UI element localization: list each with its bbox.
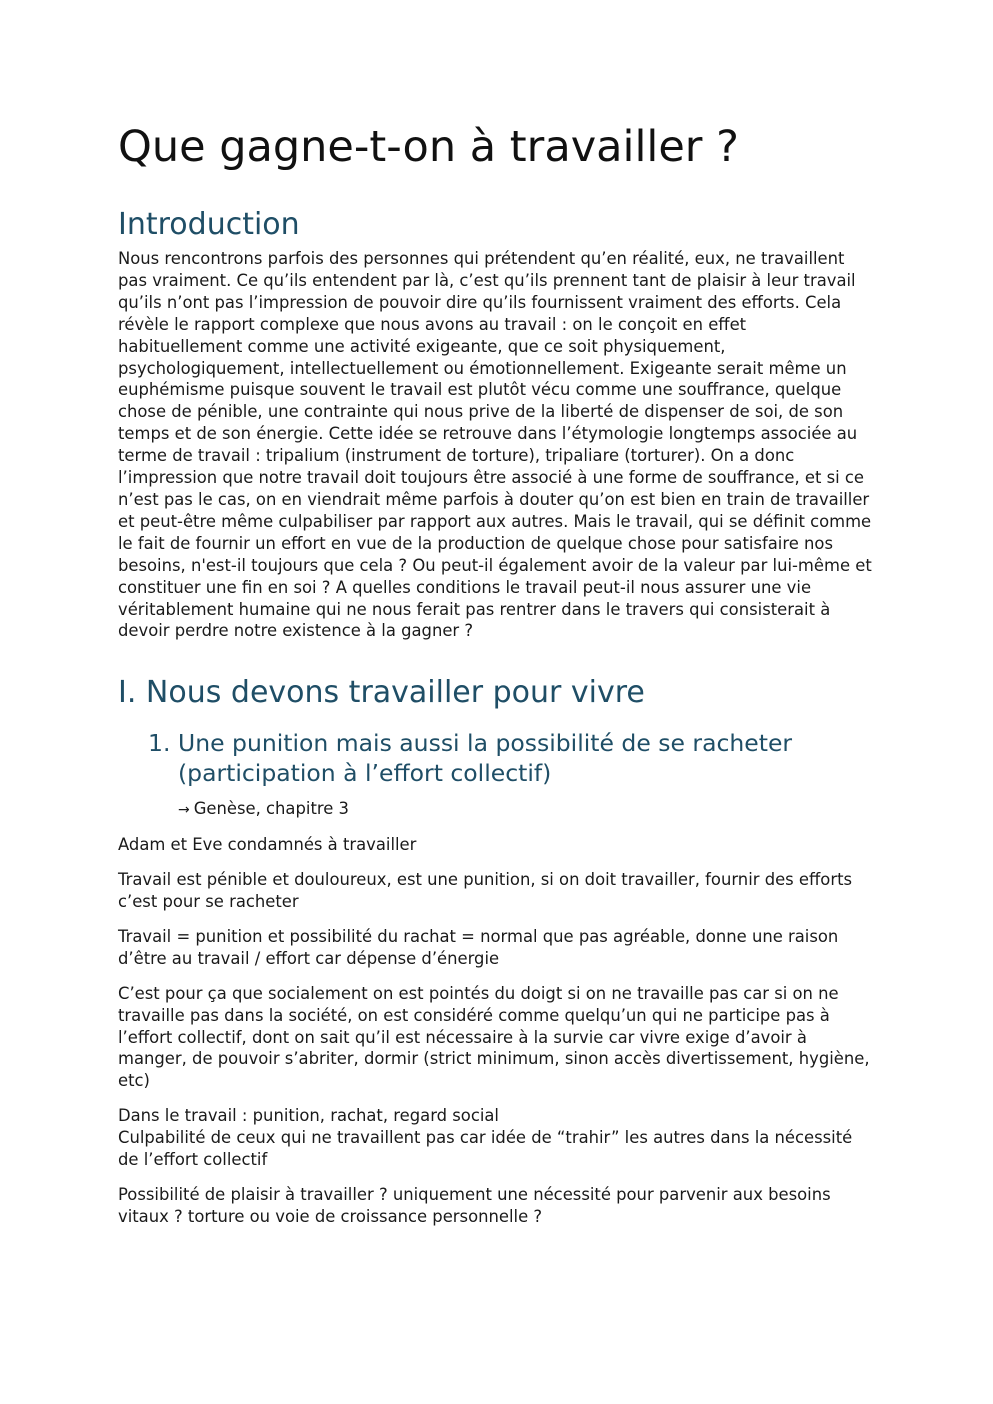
arrow-right-icon: → [178, 802, 190, 819]
introduction-heading: Introduction [118, 207, 300, 242]
body-paragraph: Dans le travail : punition, rachat, regard social [118, 1106, 499, 1126]
subsection-number: 1. [148, 729, 171, 758]
subsection-heading [148, 728, 874, 788]
reference-text: Genèse, chapitre 3 [193, 799, 349, 819]
subsection-title: Une punition mais aussi la possibilité de se racheter (participation à l’effort collectif) [178, 729, 793, 788]
body-paragraph: Travail = punition et possibilité du rachat = normal que pas agréable, donne une raison d’être au travail / effort car dépense d’énergie [118, 926, 839, 968]
introduction-paragraph: Nous rencontrons parfois des personnes qui prétendent qu’en réalité, eux, ne travaillent pas vraiment. Ce qu’ils entendent par là, c’est qu’ils prennent tant de plaisir à leur travail qu’ils n’ont pas l’impression de pouvoir dire qu’ils fournissent vraiment des efforts. Cela révèle le rapport complexe que nous avons au travail : on le conçoit en effet habituellement comme une activité exigeante, que ce soit physiquement, psychologiquement, intellectuellement ou émotionnellement. Exigeante serait même un euphémisme puisque souvent le travail est plutôt vécu comme une souffrance, quelque chose de pénible, une contrainte qui nous prive de la liberté de dispenser de soi, de son temps et de son énergie. Cette idée se retrouve dans l’étymologie longtemps associée au terme de travail : tripalium (instrument de torture), tripaliare (torturer). On a donc l’impression que notre travail doit toujours être associé à une forme de souffrance, et si ce n’est pas le cas, on en viendrait même parfois à douter qu’on est bien en train de travailler et peut-être même culpabiliser par rapport aux autres. Mais le travail, qui se définit comme le fait de fournir un effort en vue de la production de quelque chose pour satisfaire nos besoins, n'est-il toujours que cela ? Ou peut-il également avoir de la valeur par lui-même et constituer une fin en soi ? A quelles conditions le travail peut-il nous assurer une vie véritablement humaine qui ne nous ferait pas rentrer dans le travers qui consisterait à devoir perdre notre existence à la gagner ? [118, 249, 872, 641]
body-paragraph: C’est pour ça que socialement on est pointés du doigt si on ne travaille pas car si on ne travaille pas dans la société, on est considéré comme quelqu’un qui ne participe pas à l’effort collectif, dont on sait qu’il est nécessaire à la survie car vivre exige d’avoir à manger, de pouvoir s’abriter, dormir (strict minimum, sinon accès divertissement, hygiène, etc) [118, 983, 870, 1091]
body-paragraph: Possibilité de plaisir à travailler ? uniquement une nécessité pour parvenir aux besoins vitaux ? torture ou voie de croissance personnelle ? [118, 1185, 831, 1226]
document-title: Que gagne-t-on à travailler ? [118, 122, 739, 172]
body-paragraph: Adam et Eve condamnés à travailler [118, 835, 417, 855]
part1-heading: I. Nous devons travailler pour vivre [118, 675, 645, 711]
document-page [118, 118, 874, 1228]
body-paragraph: Travail est pénible et douloureux, est une punition, si on doit travailler, fournir des efforts c’est pour se racheter [118, 870, 853, 912]
reference-line [178, 798, 874, 822]
body-paragraph: Culpabilité de ceux qui ne travaillent pas car idée de “trahir” les autres dans la nécessité de l’effort collectif [118, 1128, 853, 1170]
